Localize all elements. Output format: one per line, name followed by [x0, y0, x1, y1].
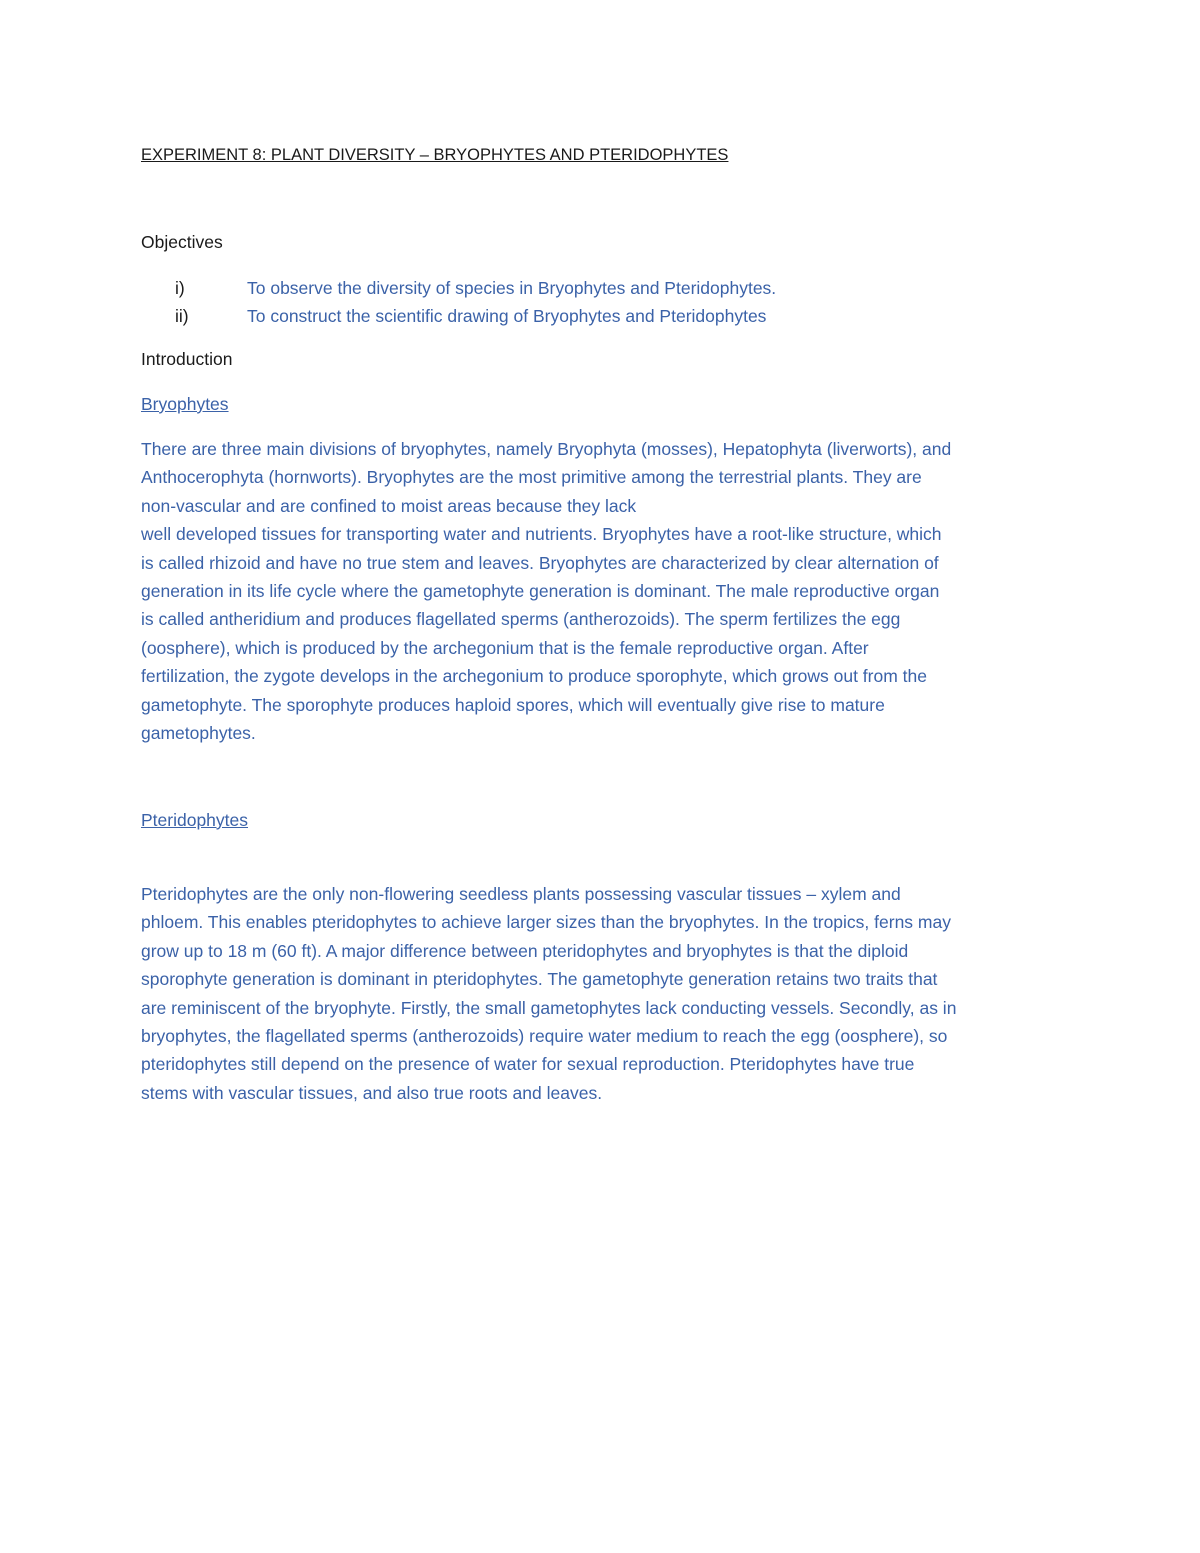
paragraph-line: grow up to 18 m (60 ft). A major difference between pteridophytes and bryophytes is that the diploid	[141, 940, 909, 961]
paragraph-line: phloem. This enables pteridophytes to achieve larger sizes than the bryophytes. In the tropics, ferns may	[141, 912, 951, 933]
paragraph-line: (oosphere), which is produced by the archegonium that is the female reproductive organ. After	[141, 637, 869, 658]
paragraph-line: Pteridophytes are the only non-flowering seedless plants possessing vascular tissues – xylem and	[141, 884, 901, 904]
paragraph-line: non-vascular and are confined to moist areas because they lack	[141, 495, 637, 516]
objective-number: ii)	[175, 306, 189, 326]
bryophytes-paragraph	[141, 435, 1061, 747]
paragraph-line: is called rhizoid and have no true stem and leaves. Bryophytes are characterized by clear alternation of	[141, 552, 939, 573]
paragraph-line: well developed tissues for transporting water and nutrients. Bryophytes have a root-like structure, which	[141, 524, 942, 545]
paragraph-line: is called antheridium and produces flagellated sperms (antherozoids). The sperm fertilizes the egg	[141, 609, 901, 630]
paragraph-line: pteridophytes still depend on the presence of water for sexual reproduction. Pteridophytes have true	[141, 1054, 915, 1075]
paragraph-line: gametophyte. The sporophyte produces haploid spores, which will eventually give rise to mature	[141, 694, 885, 715]
objective-text: To construct the scientific drawing of Bryophytes and Pteridophytes	[247, 306, 767, 326]
paragraph-line: stems with vascular tissues, and also true roots and leaves.	[141, 1082, 603, 1103]
paragraph-line: are reminiscent of the bryophyte. Firstly, the small gametophytes lack conducting vessels. Secondly, as in	[141, 997, 957, 1018]
objectives-heading: Objectives	[141, 232, 223, 252]
paragraph-line: sporophyte generation is dominant in pteridophytes. The gametophyte generation retains two traits that	[141, 969, 938, 990]
paragraph-line: gametophytes.	[141, 723, 256, 744]
pteridophytes-paragraph	[141, 880, 1061, 1107]
introduction-heading: Introduction	[141, 349, 233, 369]
objective-text: To observe the diversity of species in Bryophytes and Pteridophytes.	[247, 278, 777, 298]
document-title: EXPERIMENT 8: PLANT DIVERSITY – BRYOPHYTES AND PTERIDOPHYTES	[141, 146, 729, 164]
objective-number: i)	[175, 278, 185, 298]
paragraph-line: fertilization, the zygote develops in the archegonium to produce sporophyte, which grows out from the	[141, 666, 927, 687]
bryophytes-subheading: Bryophytes	[141, 394, 229, 414]
paragraph-line: bryophytes, the flagellated sperms (antherozoids) require water medium to reach the egg (oosphere), so	[141, 1026, 948, 1047]
paragraph-line: Anthocerophyta (hornworts). Bryophytes are the most primitive among the terrestrial plants. They are	[141, 467, 922, 488]
paragraph-line: generation in its life cycle where the gametophyte generation is dominant. The male reproductive organ	[141, 581, 940, 602]
paragraph-line: There are three main divisions of bryophytes, namely Bryophyta (mosses), Hepatophyta (liverworts), and	[141, 439, 952, 459]
pteridophytes-subheading: Pteridophytes	[141, 810, 249, 830]
